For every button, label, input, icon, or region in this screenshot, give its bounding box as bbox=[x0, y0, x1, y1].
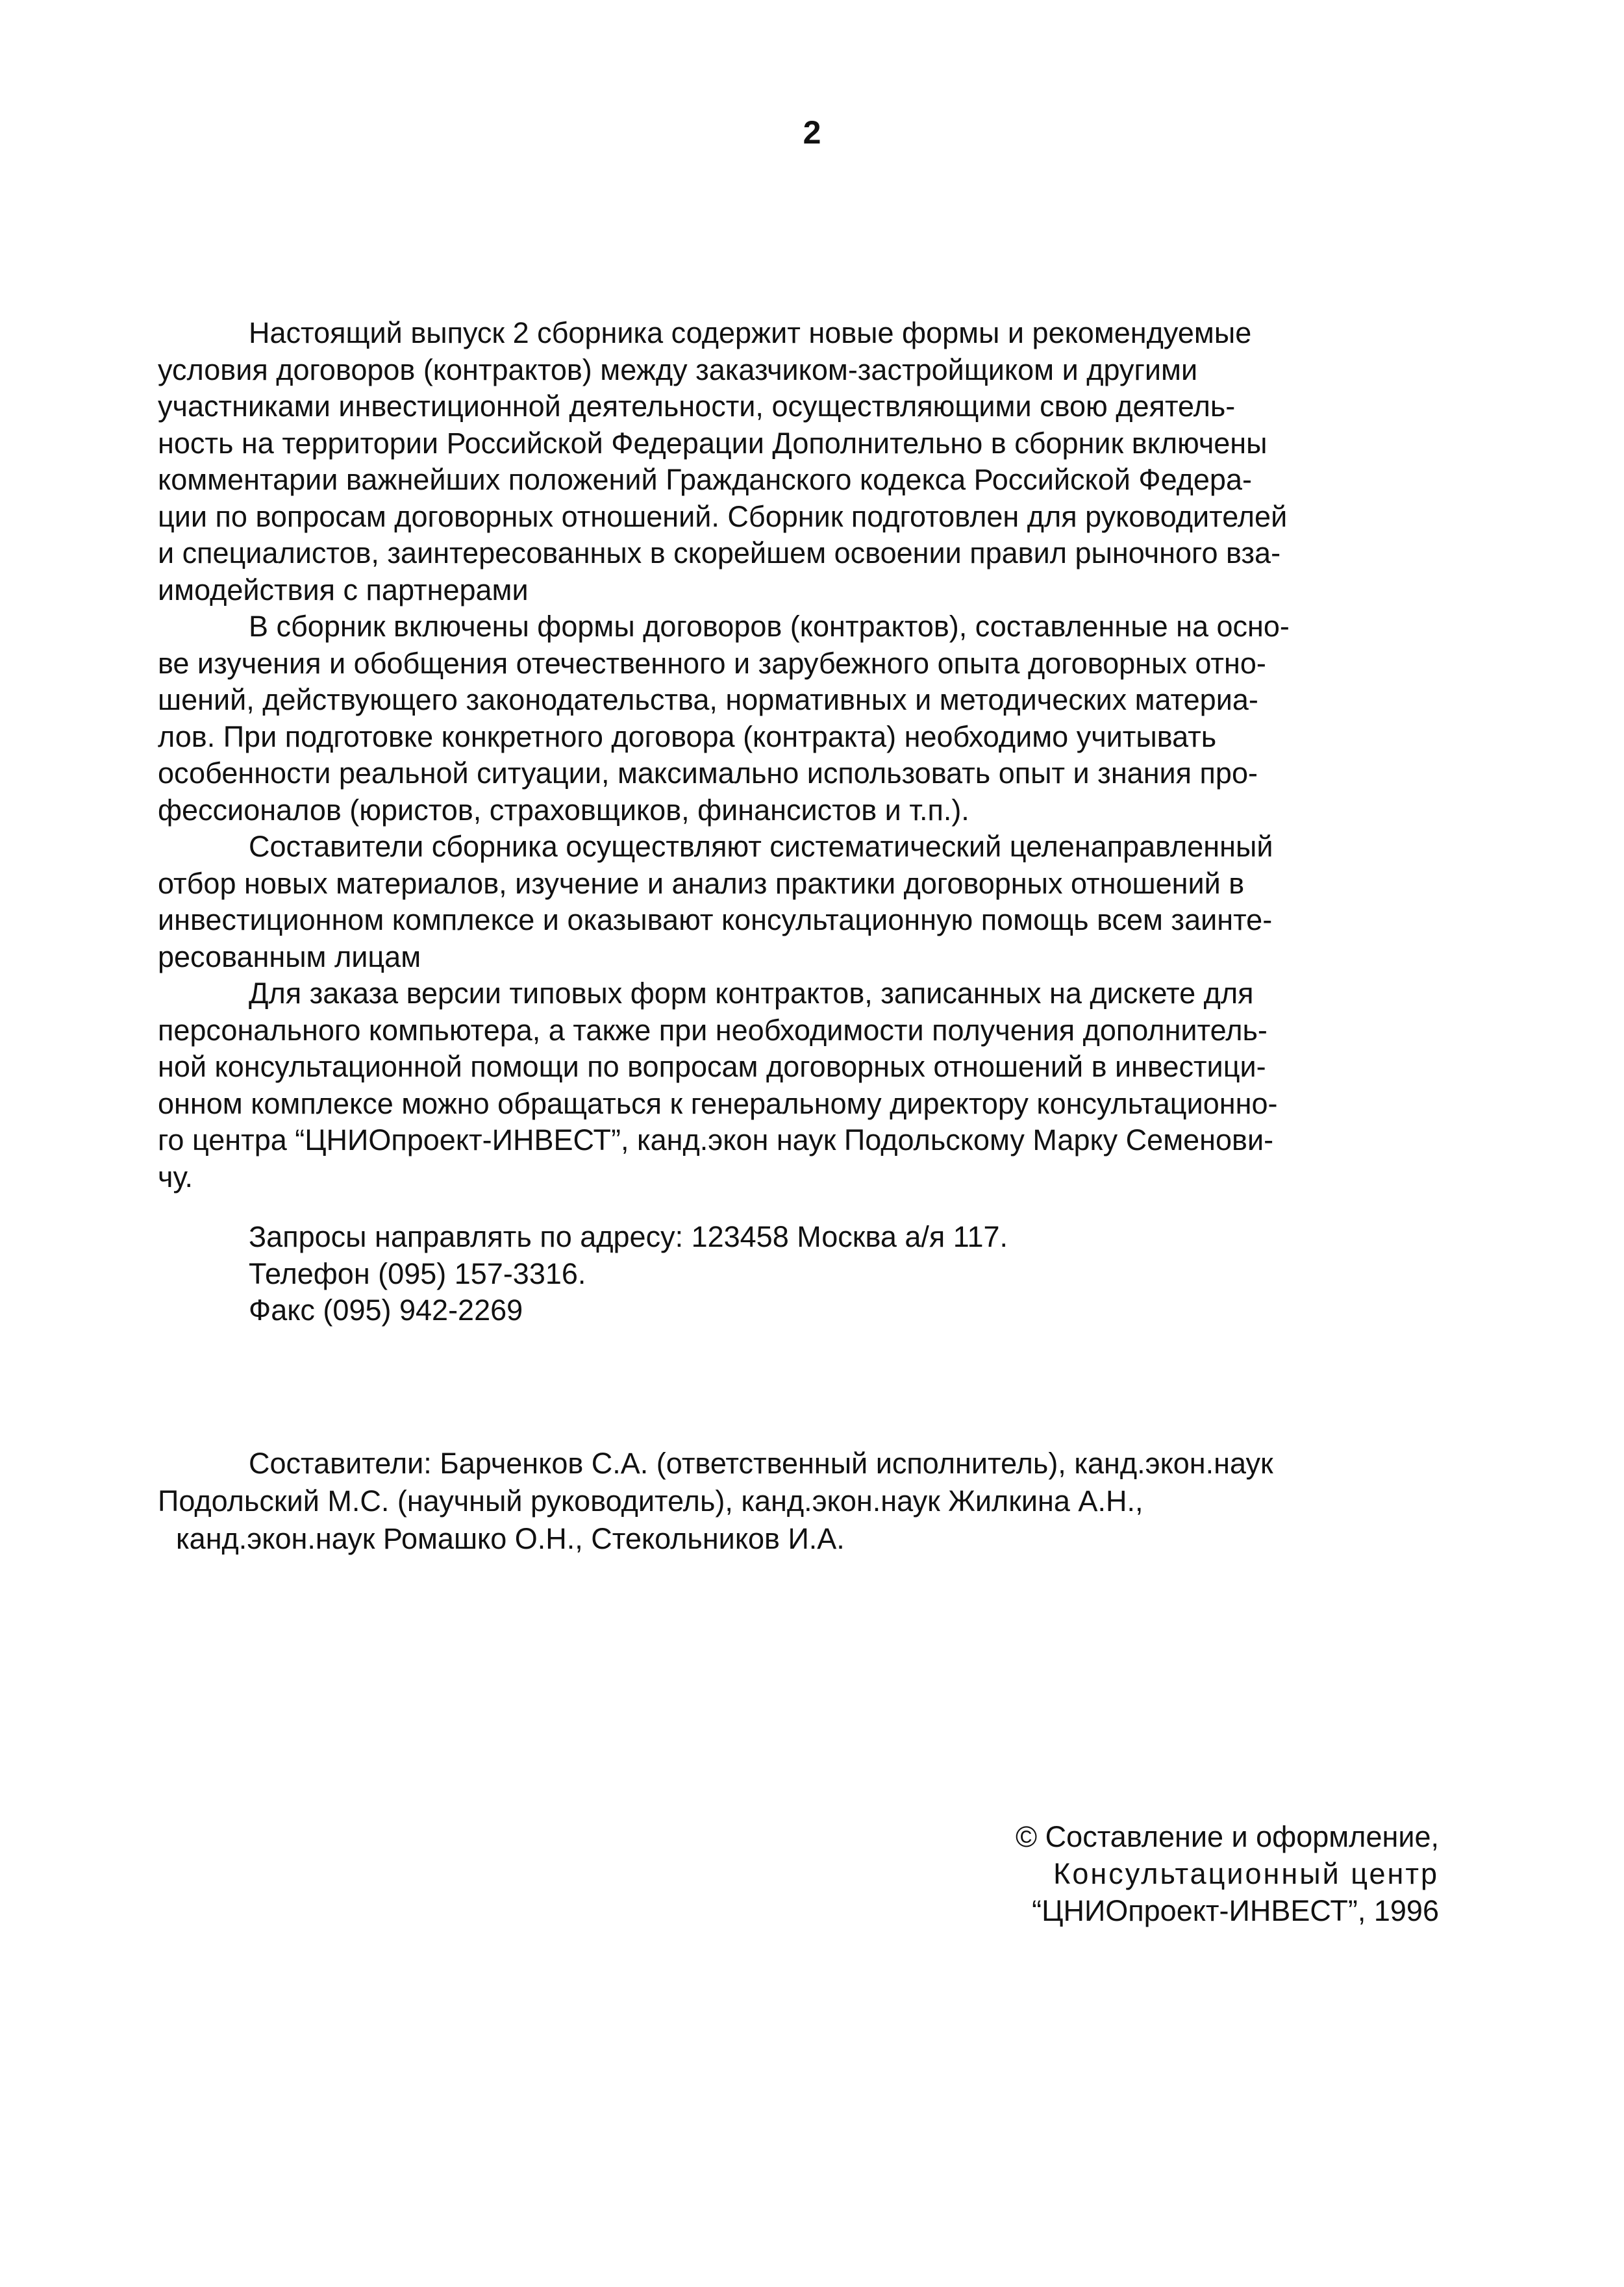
contact-fax: Факс (095) 942-2269 bbox=[249, 1293, 523, 1327]
text-line: Составители сборника осуществляют систематический целенаправленный bbox=[249, 830, 1273, 863]
text-line: чу. bbox=[158, 1160, 193, 1193]
text-line: Для заказа версии типовых форм контрактов, записанных на дискете для bbox=[249, 977, 1254, 1010]
text-line: отбор новых материалов, изучение и анализ практики договорных отношений в bbox=[158, 866, 1245, 900]
copyright-line: © Составление и оформление, bbox=[1016, 1820, 1439, 1853]
text-line: лов. При подготовке конкретного договора (контракта) необходимо учитывать bbox=[158, 719, 1217, 753]
text-line: го центра “ЦНИОпроект-ИНВЕСТ”, канд.экон наук Подольскому Марку Семенови- bbox=[158, 1123, 1274, 1156]
compilers-list bbox=[158, 1445, 1273, 1558]
contact-info bbox=[249, 1219, 1008, 1329]
compilers-line: Составители: Барченков С.А. (ответственный исполнитель), канд.экон.наук bbox=[249, 1447, 1273, 1480]
text-line: ной консультационной помощи по вопросам договорных отношений в инвестици- bbox=[158, 1050, 1266, 1083]
text-line: шений, действующего законодательства, нормативных и методических материа- bbox=[158, 683, 1258, 716]
text-line: и специалистов, заинтересованных в скорейшем освоении правил рыночного вза- bbox=[158, 536, 1281, 569]
compilers-line: Подольский М.С. (научный руководитель), канд.экон.наук Жилкина А.Н., bbox=[158, 1484, 1143, 1518]
copyright-notice bbox=[1016, 1818, 1439, 1929]
text-line: имодействия с партнерами bbox=[158, 573, 529, 606]
text-line: условия договоров (контрактов) между заказчиком-застройщиком и другими bbox=[158, 353, 1198, 386]
compilers-line: канд.экон.наук Ромашко О.Н., Стекольников И.А. bbox=[176, 1522, 845, 1555]
text-line: участниками инвестиционной деятельности, осуществляющими свою деятель- bbox=[158, 390, 1236, 423]
text-line: комментарии важнейших положений Гражданского кодекса Российской Федера- bbox=[158, 463, 1252, 496]
page-number: 2 bbox=[803, 114, 821, 151]
text-line: инвестиционном комплексе и оказывают консультационную помощь всем заинте- bbox=[158, 903, 1273, 936]
text-line: ресованным лицам bbox=[158, 940, 421, 973]
text-line: онном комплексе можно обращаться к генеральному директору консультационно- bbox=[158, 1086, 1278, 1120]
contact-address: Запросы направлять по адресу: 123458 Москва а/я 117. bbox=[249, 1220, 1008, 1253]
contact-phone: Телефон (095) 157-3316. bbox=[249, 1256, 586, 1290]
text-line: Настоящий выпуск 2 сборника содержит новые формы и рекомендуемые bbox=[249, 316, 1252, 349]
text-line: персонального компьютера, а также при необходимости получения дополнитель- bbox=[158, 1013, 1268, 1047]
text-line: В сборник включены формы договоров (контрактов), составленные на осно- bbox=[249, 610, 1290, 643]
copyright-line: Консультационный центр bbox=[1053, 1857, 1439, 1890]
text-line: ве изучения и обобщения отечественного и зарубежного опыта договорных отно- bbox=[158, 646, 1266, 680]
paragraph-intro bbox=[158, 315, 1456, 608]
copyright-line: “ЦНИОпроект-ИНВЕСТ”, 1996 bbox=[1032, 1894, 1439, 1927]
text-line: особенности реальной ситуации, максимально использовать опыт и знания про- bbox=[158, 756, 1258, 790]
paragraph-compilers-work bbox=[158, 829, 1456, 975]
text-line: ции по вопросам договорных отношений. Сборник подготовлен для руководителей bbox=[158, 499, 1288, 533]
body-text bbox=[158, 315, 1456, 1195]
paragraph-forms bbox=[158, 608, 1456, 829]
text-line: фессионалов (юристов, страховщиков, финансистов и т.п.). bbox=[158, 793, 969, 827]
text-line: ность на территории Российской Федерации Дополнительно в сборник включены bbox=[158, 426, 1268, 460]
paragraph-ordering bbox=[158, 975, 1456, 1195]
